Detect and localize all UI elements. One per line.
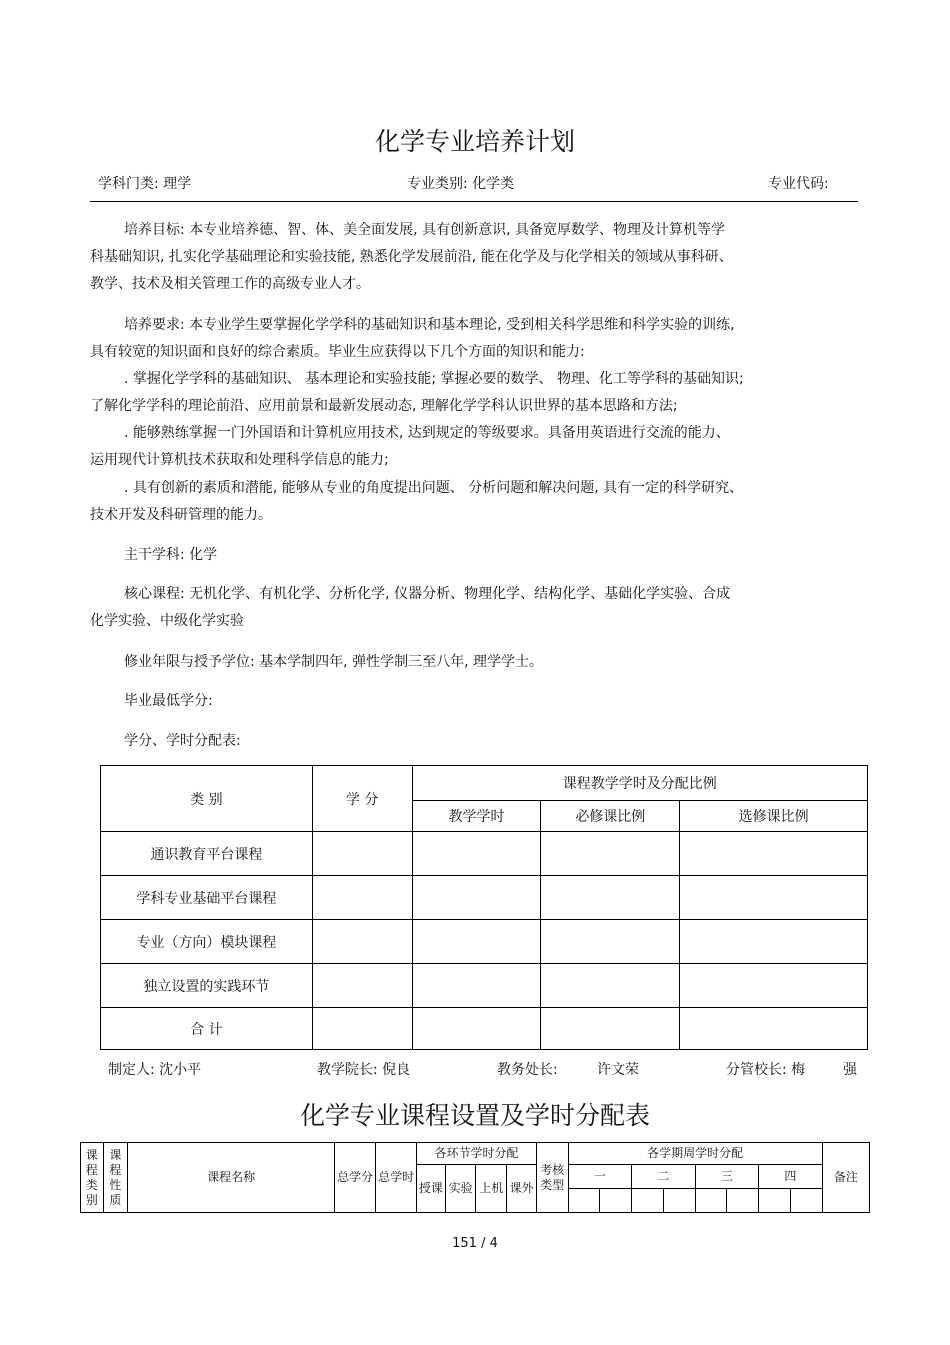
req-line-2: 具有较宽的知识面和良好的综合素质。毕业生应获得以下几个方面的知识和能力: xyxy=(90,344,585,360)
affairs-name: 许文荣 xyxy=(597,1062,639,1078)
table-row xyxy=(101,920,868,964)
goal-line-3: 教学、技术及相关管理工作的高级专业人才。 xyxy=(90,276,370,292)
major-category-label: 专业类别: 化学类 xyxy=(407,176,515,192)
goal-line-2: 科基础知识, 扎实化学基础理论和实验技能, 熟悉化学发展前沿, 能在化学及与化学相关的领域从事科研、 xyxy=(90,249,733,265)
header-segments: 各环节学时分配 xyxy=(417,1143,537,1165)
table-row xyxy=(101,832,868,876)
table-caption: 学分、学时分配表: xyxy=(124,733,241,749)
page-number: 151 / 4 xyxy=(452,1236,498,1251)
header-total-credit: 总学分 xyxy=(335,1143,376,1213)
req-line-6: 运用现代计算机技术获取和处理科学信息的能力; xyxy=(90,452,389,468)
core-courses-line-1: 核心课程: 无机化学、有机化学、分析化学, 仪器分析、物理化学、结构化学、基础化学实验、合成 xyxy=(124,586,731,602)
credit-hour-table xyxy=(100,765,868,1050)
header-year-4: 四 xyxy=(759,1165,823,1189)
affairs-label: 教务处长: xyxy=(497,1062,558,1078)
row-label: 独立设置的实践环节 xyxy=(101,964,313,1008)
table-row xyxy=(101,1008,868,1050)
header-year-3: 三 xyxy=(695,1165,759,1189)
table-row xyxy=(101,964,868,1008)
row-label: 合 计 xyxy=(101,1008,313,1050)
goal-line-1: 培养目标: 本专业培养德、智、体、美全面发展, 具有创新意识, 具备宽厚数学、物理及计算机等学 xyxy=(124,222,725,238)
main-subject: 主干学科: 化学 xyxy=(124,547,218,563)
header-lab: 实验 xyxy=(445,1165,476,1213)
row-label: 通识教育平台课程 xyxy=(101,832,313,876)
header-computer: 上机 xyxy=(476,1165,507,1213)
header-rule xyxy=(90,201,858,202)
dean-signature: 教学院长: 倪良 xyxy=(317,1062,411,1078)
header-course-nature: 课程性质 xyxy=(103,1143,128,1213)
discipline-label: 学科门类: 理学 xyxy=(98,176,192,192)
course-table-title: 化学专业课程设置及学时分配表 xyxy=(299,1101,650,1130)
header-total-hours: 总学时 xyxy=(376,1143,417,1213)
document-title: 化学专业培养计划 xyxy=(374,127,575,156)
header-note: 备注 xyxy=(822,1143,869,1213)
header-course-name: 课程名称 xyxy=(128,1143,335,1213)
req-line-1: 培养要求: 本专业学生要掌握化学学科的基础知识和基本理论, 受到相关科学思维和科学实验的训练, xyxy=(124,317,735,333)
major-code-label: 专业代码: xyxy=(768,176,829,192)
header-credit: 学 分 xyxy=(312,766,412,832)
vp-signature: 分管校长: 梅 xyxy=(726,1062,806,1078)
req-line-5: . 能够熟练掌握一门外国语和计算机应用技术, 达到规定的等级要求。具备用英语进行交流的能力、 xyxy=(124,425,730,441)
header-extra: 课外 xyxy=(507,1165,537,1213)
header-teaching-hours: 教学学时 xyxy=(412,801,541,832)
header-year-1: 一 xyxy=(568,1165,632,1189)
maker-signature: 制定人: 沈小平 xyxy=(108,1062,202,1078)
duration-degree: 修业年限与授予学位: 基本学制四年, 弹性学制三至八年, 理学学士。 xyxy=(124,654,543,670)
header-category: 类 别 xyxy=(101,766,313,832)
req-line-3: . 掌握化学学科的基础知识、 基本理论和实验技能; 掌握必要的数学、 物理、化工等学科的基础知识; xyxy=(124,371,744,387)
header-course-type: 课程类别 xyxy=(81,1143,104,1213)
req-line-7: . 具有创新的素质和潜能, 能够从专业的角度提出问题、 分析问题和解决问题, 具有一定的科学研究、 xyxy=(124,480,744,496)
course-schedule-table xyxy=(80,1142,870,1213)
req-line-8: 技术开发及科研管理的能力。 xyxy=(90,507,272,523)
req-line-4: 了解化学学科的理论前沿、应用前景和最新发展动态, 理解化学学科认识世界的基本思路和方法; xyxy=(90,398,678,414)
min-credits: 毕业最低学分: xyxy=(124,693,213,709)
core-courses-line-2: 化学实验、中级化学实验 xyxy=(90,613,244,629)
table-row xyxy=(101,876,868,920)
header-exam-type: 考核类型 xyxy=(536,1143,568,1213)
row-label: 学科专业基础平台课程 xyxy=(101,876,313,920)
row-label: 专业（方向）模块课程 xyxy=(101,920,313,964)
header-hours-group: 课程教学学时及分配比例 xyxy=(412,766,867,801)
header-lecture: 授课 xyxy=(417,1165,446,1213)
vp-name: 强 xyxy=(843,1062,857,1078)
header-elective-ratio: 选修课比例 xyxy=(680,801,868,832)
header-weekly-hours: 各学期周学时分配 xyxy=(568,1143,822,1165)
header-year-2: 二 xyxy=(632,1165,696,1189)
header-required-ratio: 必修课比例 xyxy=(541,801,680,832)
